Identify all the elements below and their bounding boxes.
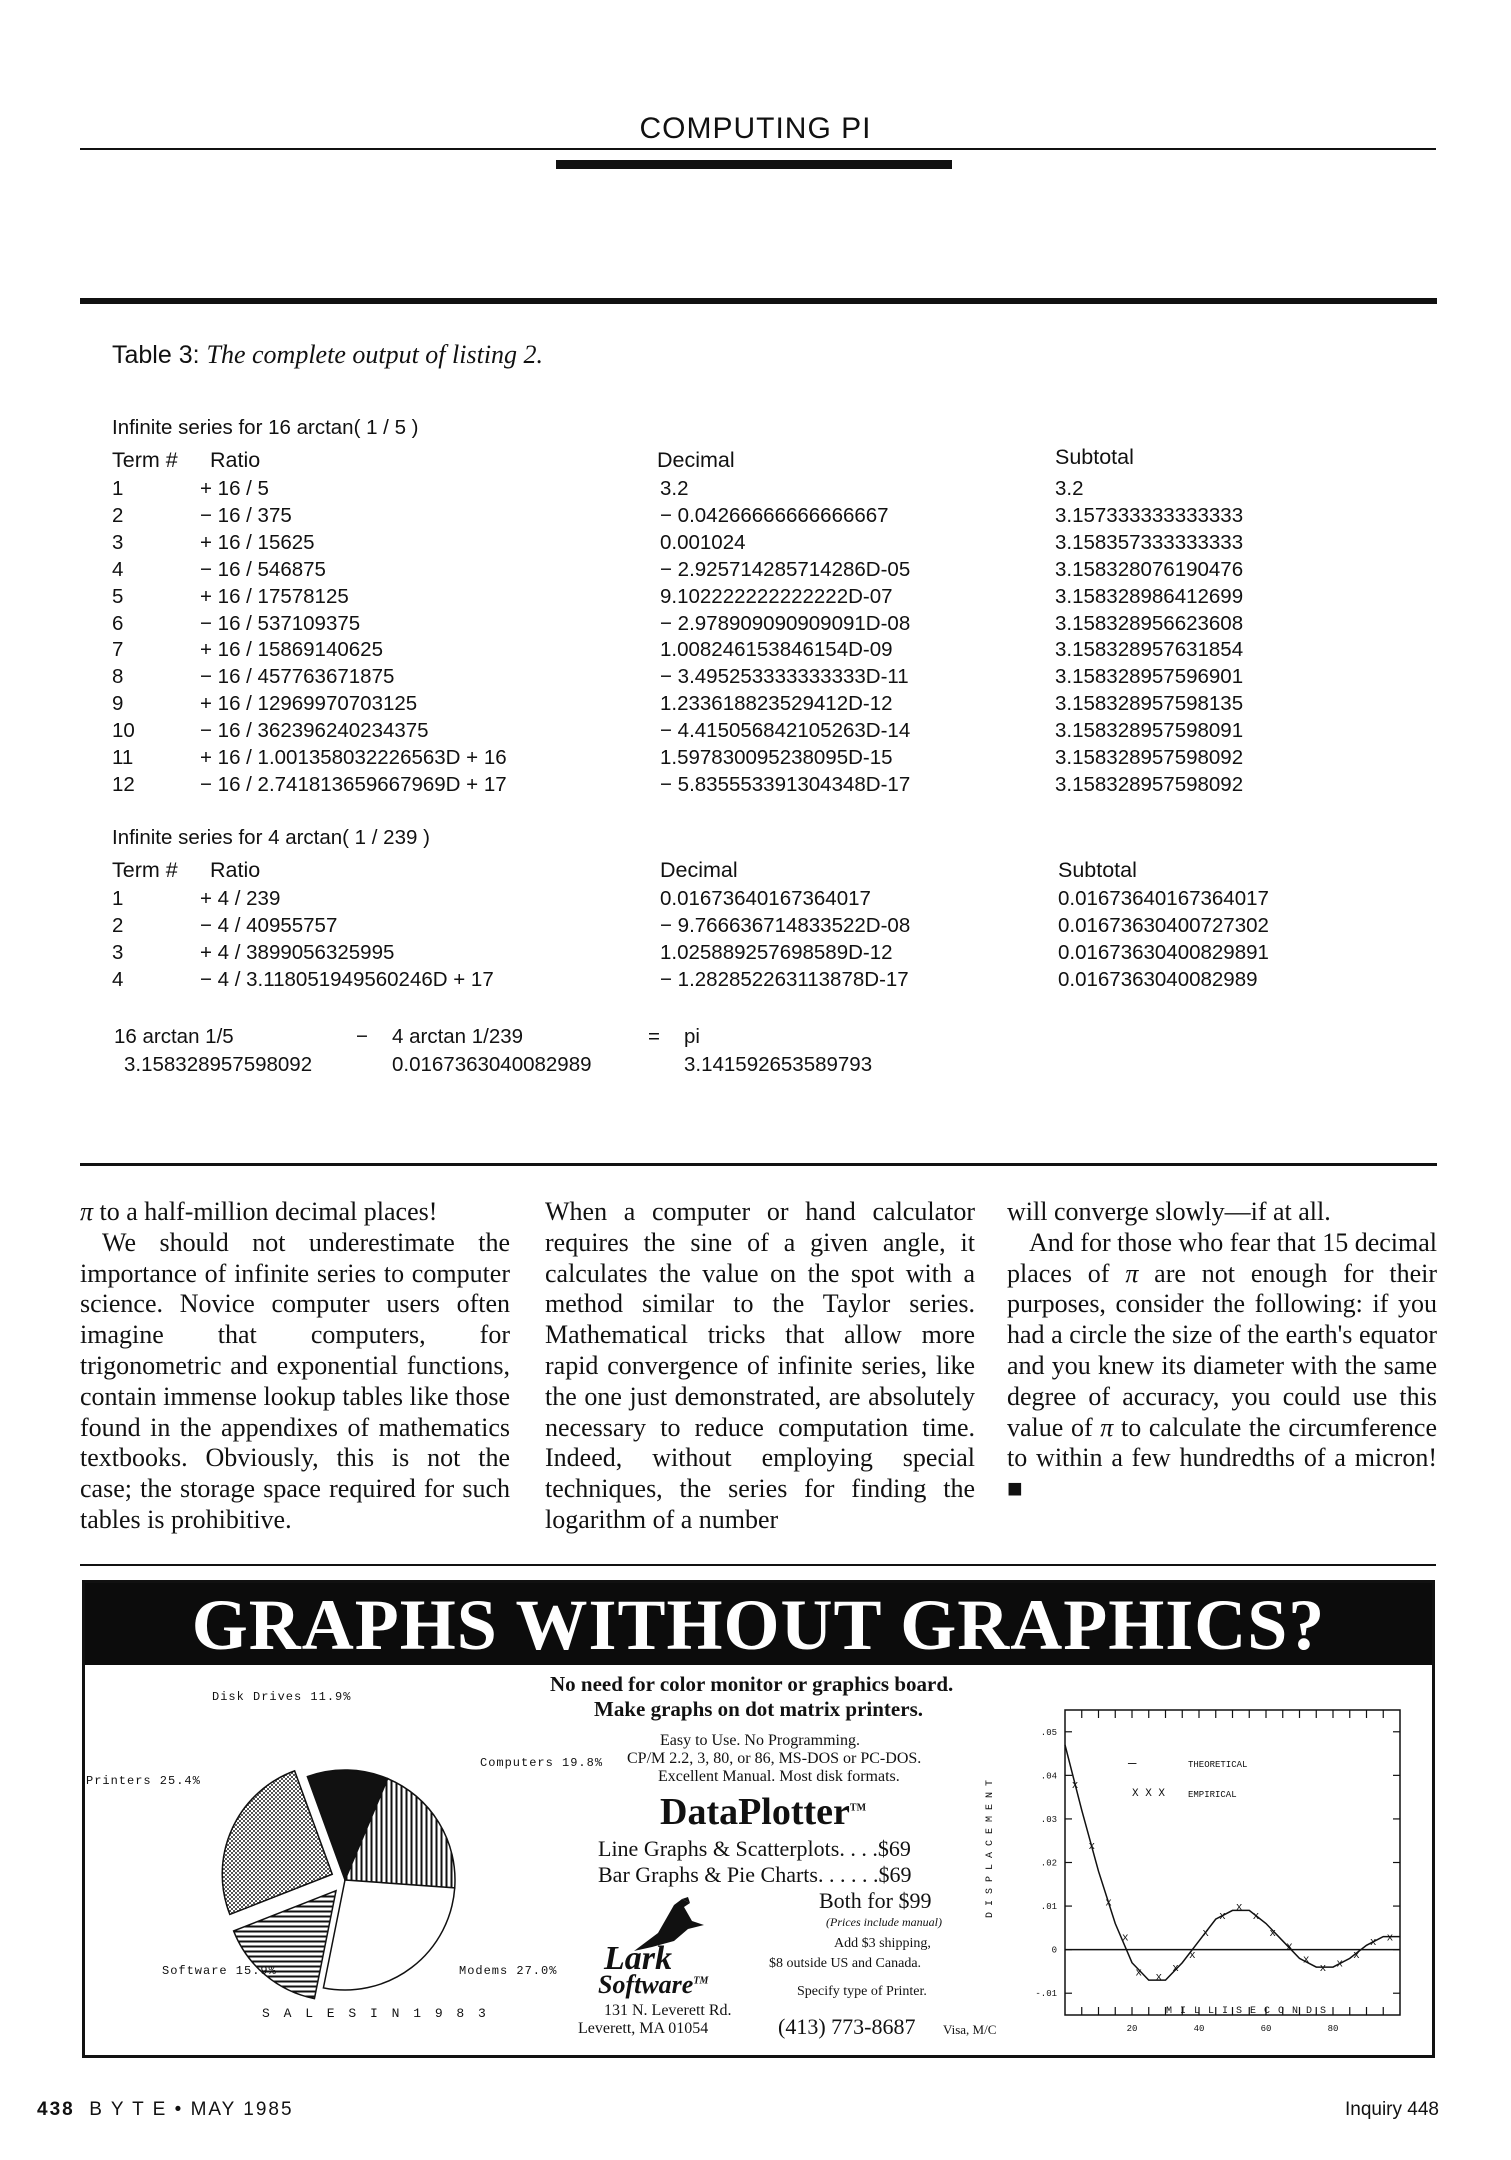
col1-para1: to a half-million decimal places! bbox=[93, 1197, 438, 1226]
ad-banner: GRAPHS WITHOUT GRAPHICS? bbox=[85, 1583, 1432, 1665]
series2-header-term: Term # bbox=[112, 858, 178, 882]
series1-term-cell: 4 bbox=[112, 557, 124, 581]
series1-term-cell: 9 bbox=[112, 692, 124, 716]
series1-term-cell: 12 bbox=[112, 772, 135, 796]
series1-ratio-cell: + 16 / 12969970703125 bbox=[200, 692, 418, 716]
pie-label-printers: Printers 25.4% bbox=[86, 1774, 201, 1788]
table-caption-label: Table 3: bbox=[112, 341, 200, 369]
ad-tagline-1: No need for color monitor or graphics board. bbox=[550, 1672, 954, 1696]
x-tick-label: 40 bbox=[1193, 2024, 1205, 2034]
summary-a-label: 16 arctan 1/5 bbox=[114, 1025, 234, 1048]
pi-symbol: π bbox=[1100, 1412, 1114, 1442]
series1-subtotal-cell: 3.158328957598091 bbox=[1055, 719, 1244, 743]
empirical-point: x bbox=[1353, 1950, 1360, 1962]
series1-subtotal-cell: 3.157333333333333 bbox=[1055, 503, 1244, 527]
series2-subtotal-cell: 0.01673640167364017 bbox=[1058, 887, 1269, 910]
empirical-point: x bbox=[1105, 1897, 1112, 1910]
empirical-point: x bbox=[1219, 1910, 1226, 1923]
page-number: 438 bbox=[37, 2099, 75, 2120]
empirical-point: x bbox=[1336, 1958, 1344, 1971]
series2-decimal-cell: 1.025889257698589D-12 bbox=[660, 940, 893, 964]
series1-term-cell: 10 bbox=[112, 719, 135, 743]
series1-subtotal-cell: 3.158328957598092 bbox=[1055, 772, 1244, 796]
series1-decimal-cell: − 3.495253333333333D-11 bbox=[660, 665, 909, 689]
inquiry-number: Inquiry 448 bbox=[1344, 2099, 1439, 2120]
series1-term-cell: 5 bbox=[112, 584, 124, 608]
series1-ratio-cell: + 16 / 1.001358032226563D + 16 bbox=[200, 746, 507, 769]
header-rule-thick bbox=[556, 160, 952, 169]
series1-term-cell: 8 bbox=[112, 665, 124, 689]
empirical-point: x bbox=[1121, 1932, 1129, 1945]
ad-payment: Visa, M/C bbox=[943, 2022, 997, 2037]
ad-price-note: (Prices include manual) bbox=[826, 1915, 942, 1929]
col2-para: When a computer or hand calculator requires the sine of a given angle, it calculates the value on the spot with a method similar to the Taylor series. Mathematical tricks that allow more rapid convergence of infinite series, like the one just demonstrated, are absolutely necessary to reduce computation time. Indeed, without employing special techniques, the series for finding the logarithm of a number bbox=[545, 1197, 975, 1534]
series2-header-subtotal: Subtotal bbox=[1058, 858, 1137, 882]
pie-label-modems: Modems 27.0% bbox=[459, 1964, 558, 1978]
y-tick-label: .05 bbox=[1040, 1727, 1057, 1738]
series1-ratio-cell: + 16 / 17578125 bbox=[200, 584, 349, 608]
magazine-issue: B Y T E • MAY 1985 bbox=[89, 2099, 294, 2120]
series1-decimal-cell: − 2.925714285714286D-05 bbox=[660, 557, 911, 581]
ad-price-2: Bar Graphs & Pie Charts. . . . . .$69 bbox=[598, 1862, 912, 1887]
series1-term-cell: 6 bbox=[112, 611, 124, 635]
series1-decimal-cell: − 2.978909090909091D-08 bbox=[660, 611, 911, 635]
ad-feature-1: Easy to Use. No Programming. bbox=[660, 1732, 860, 1749]
series1-ratio-cell: − 16 / 457763671875 bbox=[200, 665, 395, 689]
series1-subtotal-cell: 3.158328956623608 bbox=[1055, 611, 1244, 635]
pie-label-software: Software 15.9% bbox=[162, 1964, 277, 1978]
brand-software-text: Software bbox=[598, 1970, 694, 1999]
running-header: COMPUTING PI bbox=[639, 112, 872, 145]
legend-theoretical-marker: — bbox=[1128, 1756, 1137, 1772]
summary-c-label: pi bbox=[684, 1025, 700, 1048]
series2-subtotal-cell: 0.01673630400727302 bbox=[1058, 913, 1269, 937]
col1-para2: We should not underestimate the importance of infinite series to computer science. Novice computer users often imagine that computers, for trigonometric and exponential functions, contain immense lookup tables like those found in the appendixes of mathematics textbooks. Obviously, this is not the case; the storage space required for such tables is prohibitive. bbox=[80, 1227, 510, 1534]
series1-decimal-cell: 1.008246153846154D-09 bbox=[660, 638, 893, 662]
series2-ratio-cell: − 4 / 3.118051949560246D + 17 bbox=[200, 967, 494, 991]
empirical-point: x bbox=[1286, 1941, 1293, 1954]
empirical-point: x bbox=[1071, 1780, 1079, 1793]
col3-para2 bbox=[1007, 1228, 1437, 1505]
summary-b-value: 0.0167363040082989 bbox=[392, 1053, 592, 1076]
pi-symbol: π bbox=[1125, 1258, 1139, 1288]
series1-ratio-cell: + 16 / 15869140625 bbox=[200, 638, 383, 662]
series2-term-cell: 3 bbox=[112, 940, 124, 964]
ad-feature-2: CP/M 2.2, 3, 80, or 86, MS-DOS or PC-DOS. bbox=[627, 1750, 922, 1767]
y-axis-label: D I S P L A C E M E N T bbox=[985, 1779, 996, 1918]
series2-decimal-cell: − 9.766636714833522D-08 bbox=[660, 913, 911, 937]
series1-subtotal-cell: 3.2 bbox=[1055, 477, 1084, 500]
summary-a-value: 3.158328957598092 bbox=[124, 1053, 313, 1076]
product-name: DataPlotter bbox=[660, 1791, 850, 1833]
series1-ratio-cell: − 16 / 375 bbox=[200, 503, 292, 527]
col3-text-b: are not enough for their purposes, consider the following: if you had a circle the size of the earth's equator and you knew its diameter with the same degree of accuracy, you could use this value of bbox=[1007, 1258, 1438, 1442]
plot-frame bbox=[1065, 1710, 1400, 2015]
series2-decimal-cell: − 1.282852263113878D-17 bbox=[660, 967, 909, 991]
series1-decimal-cell: 0.001024 bbox=[660, 530, 746, 554]
empirical-point: x bbox=[1172, 1963, 1179, 1976]
series1-decimal-cell: − 4.415056842105263D-14 bbox=[660, 719, 911, 743]
y-tick-label: 0 bbox=[1051, 1945, 1057, 1956]
ad-specify: Specify type of Printer. bbox=[797, 1984, 927, 1999]
series1-ratio-cell: − 16 / 2.741813659667969D + 17 bbox=[200, 772, 507, 796]
series1-term-cell: 2 bbox=[112, 503, 124, 527]
summary-c-value: 3.141592653589793 bbox=[684, 1053, 873, 1076]
empirical-point: x bbox=[1135, 1967, 1143, 1980]
series2-term-cell: 2 bbox=[112, 913, 124, 937]
ad-feature-3: Excellent Manual. Most disk formats. bbox=[658, 1768, 900, 1785]
series2-header-ratio: Ratio bbox=[210, 858, 261, 882]
series1-term-cell: 7 bbox=[112, 638, 124, 662]
y-tick-label: .04 bbox=[1040, 1771, 1057, 1782]
series1-decimal-cell: 9.102222222222222D-07 bbox=[660, 584, 893, 608]
series1-header-term: Term # bbox=[112, 448, 178, 472]
empirical-point: x bbox=[1188, 1950, 1196, 1962]
series2-header-decimal: Decimal bbox=[660, 858, 738, 882]
x-tick-label: 20 bbox=[1126, 2024, 1138, 2034]
series1-decimal-cell: 3.2 bbox=[660, 477, 689, 500]
series1-decimal-cell: − 0.04266666666666667 bbox=[660, 503, 889, 527]
x-tick-label: 60 bbox=[1260, 2024, 1272, 2034]
scatter-chart bbox=[980, 1690, 1420, 2050]
empirical-point: x bbox=[1202, 1928, 1210, 1941]
series1-subtotal-cell: 3.158328957598092 bbox=[1055, 746, 1244, 769]
series1-decimal-cell: 1.597830095238095D-15 bbox=[660, 746, 893, 769]
pie-label-disk-drives: Disk Drives 11.9% bbox=[212, 1690, 352, 1704]
empirical-point: x bbox=[1088, 1841, 1096, 1854]
empirical-point: x bbox=[1155, 1971, 1163, 1984]
empirical-point: x bbox=[1252, 1910, 1260, 1923]
theoretical-curve bbox=[1065, 1745, 1400, 1980]
series2-title: Infinite series for 4 arctan( 1 / 239 ) bbox=[112, 826, 430, 849]
header-rule bbox=[80, 148, 1436, 150]
series1-ratio-cell: − 16 / 362396240234375 bbox=[200, 719, 429, 743]
series1-term-cell: 1 bbox=[112, 477, 124, 500]
ad-phone: (413) 773-8687 bbox=[778, 2014, 916, 2039]
ad-price-3: Both for $99 bbox=[819, 1888, 932, 1913]
series2-subtotal-cell: 0.01673630400829891 bbox=[1058, 940, 1269, 964]
empirical-point: x bbox=[1386, 1932, 1394, 1945]
series1-header-decimal: Decimal bbox=[657, 448, 735, 472]
pie-caption: S A L E S I N 1 9 8 3 bbox=[262, 2006, 489, 2021]
empirical-point: x bbox=[1369, 1936, 1377, 1949]
x-axis-label: M I L L I S E C O N D S bbox=[1166, 2006, 1328, 2017]
ad-address-2: Leverett, MA 01054 bbox=[578, 2020, 709, 2037]
empirical-point: x bbox=[1269, 1928, 1277, 1941]
article-column-2 bbox=[545, 1197, 975, 1536]
col3-text-c: to calculate the circumference to within a few hundredths of a micron! bbox=[1007, 1412, 1437, 1473]
legend-empirical: EMPIRICAL bbox=[1188, 1790, 1237, 1800]
y-tick-label: .02 bbox=[1040, 1858, 1057, 1869]
page-footer bbox=[37, 2099, 294, 2121]
series1-header-subtotal: Subtotal bbox=[1055, 445, 1134, 469]
col3-para1: will converge slowly—if at all. bbox=[1007, 1197, 1331, 1226]
brand-lark: Lark bbox=[604, 1940, 672, 1977]
summary-b-label: 4 arctan 1/239 bbox=[392, 1025, 524, 1048]
series2-decimal-cell: 0.01673640167364017 bbox=[660, 887, 871, 910]
y-tick-label: .01 bbox=[1040, 1902, 1057, 1913]
table-caption-text: The complete output of listing 2. bbox=[206, 340, 544, 369]
pie-label-computers: Computers 19.8% bbox=[480, 1756, 604, 1770]
empirical-point: x bbox=[1319, 1963, 1327, 1976]
series1-ratio-cell: − 16 / 537109375 bbox=[200, 611, 361, 635]
summary-equals: = bbox=[648, 1025, 660, 1048]
series2-subtotal-cell: 0.0167363040082989 bbox=[1058, 967, 1258, 991]
series1-title: Infinite series for 16 arctan( 1 / 5 ) bbox=[112, 416, 419, 439]
series1-header-ratio: Ratio bbox=[210, 448, 261, 472]
series2-term-cell: 1 bbox=[112, 887, 124, 910]
ad-rule bbox=[80, 1564, 1436, 1566]
article-column-1 bbox=[80, 1197, 510, 1536]
end-mark: ■ bbox=[1007, 1474, 1023, 1504]
series1-subtotal-cell: 3.158328986412699 bbox=[1055, 584, 1244, 608]
series2-term-cell: 4 bbox=[112, 967, 124, 991]
ad-price-1: Line Graphs & Scatterplots. . . .$69 bbox=[598, 1836, 911, 1861]
y-tick-label: -.01 bbox=[1035, 1989, 1057, 2000]
table-caption bbox=[112, 340, 543, 370]
series1-subtotal-cell: 3.158328957598135 bbox=[1055, 692, 1244, 716]
x-tick-label: 80 bbox=[1327, 2024, 1339, 2034]
legend-empirical-marker: X X X bbox=[1132, 1788, 1166, 1800]
series1-ratio-cell: + 16 / 5 bbox=[200, 477, 269, 500]
series1-subtotal-cell: 3.158328957596901 bbox=[1055, 665, 1244, 689]
series1-subtotal-cell: 3.158328957631854 bbox=[1055, 638, 1244, 662]
ad-address-1: 131 N. Leverett Rd. bbox=[604, 2002, 732, 2019]
series1-subtotal-cell: 3.158357333333333 bbox=[1055, 530, 1244, 554]
trademark: TM bbox=[849, 1802, 867, 1814]
summary-minus: − bbox=[356, 1025, 368, 1048]
empirical-point: x bbox=[1302, 1954, 1310, 1967]
y-tick-label: .03 bbox=[1040, 1814, 1057, 1825]
trademark: TM bbox=[693, 1975, 709, 1987]
brand-software bbox=[598, 1970, 708, 2000]
series2-ratio-cell: + 4 / 3899056325995 bbox=[200, 940, 395, 964]
series2-ratio-cell: + 4 / 239 bbox=[200, 887, 281, 910]
pi-symbol: π bbox=[80, 1197, 94, 1226]
series1-decimal-cell: − 5.835553391304348D-17 bbox=[660, 772, 911, 796]
article-column-3 bbox=[1007, 1197, 1437, 1505]
series2-ratio-cell: − 4 / 40955757 bbox=[200, 913, 338, 937]
series1-ratio-cell: − 16 / 546875 bbox=[200, 557, 326, 581]
series1-decimal-cell: 1.233618823529412D-12 bbox=[660, 692, 893, 716]
series1-term-cell: 3 bbox=[112, 530, 124, 554]
legend-theoretical: THEORETICAL bbox=[1188, 1760, 1248, 1770]
ad-tagline-2: Make graphs on dot matrix printers. bbox=[594, 1697, 923, 1721]
series1-ratio-cell: + 16 / 15625 bbox=[200, 530, 315, 554]
empirical-point: x bbox=[1235, 1902, 1243, 1915]
col3-text-a: And for those who fear that 15 decimal places of bbox=[1007, 1227, 1437, 1288]
ad-shipping-1: Add $3 shipping, bbox=[834, 1936, 931, 1951]
series1-subtotal-cell: 3.158328076190476 bbox=[1055, 557, 1244, 581]
series1-term-cell: 11 bbox=[112, 746, 134, 769]
ad-shipping-2: $8 outside US and Canada. bbox=[769, 1956, 922, 1971]
ad-product-name bbox=[660, 1790, 866, 1834]
pie-slice bbox=[323, 1880, 454, 1990]
